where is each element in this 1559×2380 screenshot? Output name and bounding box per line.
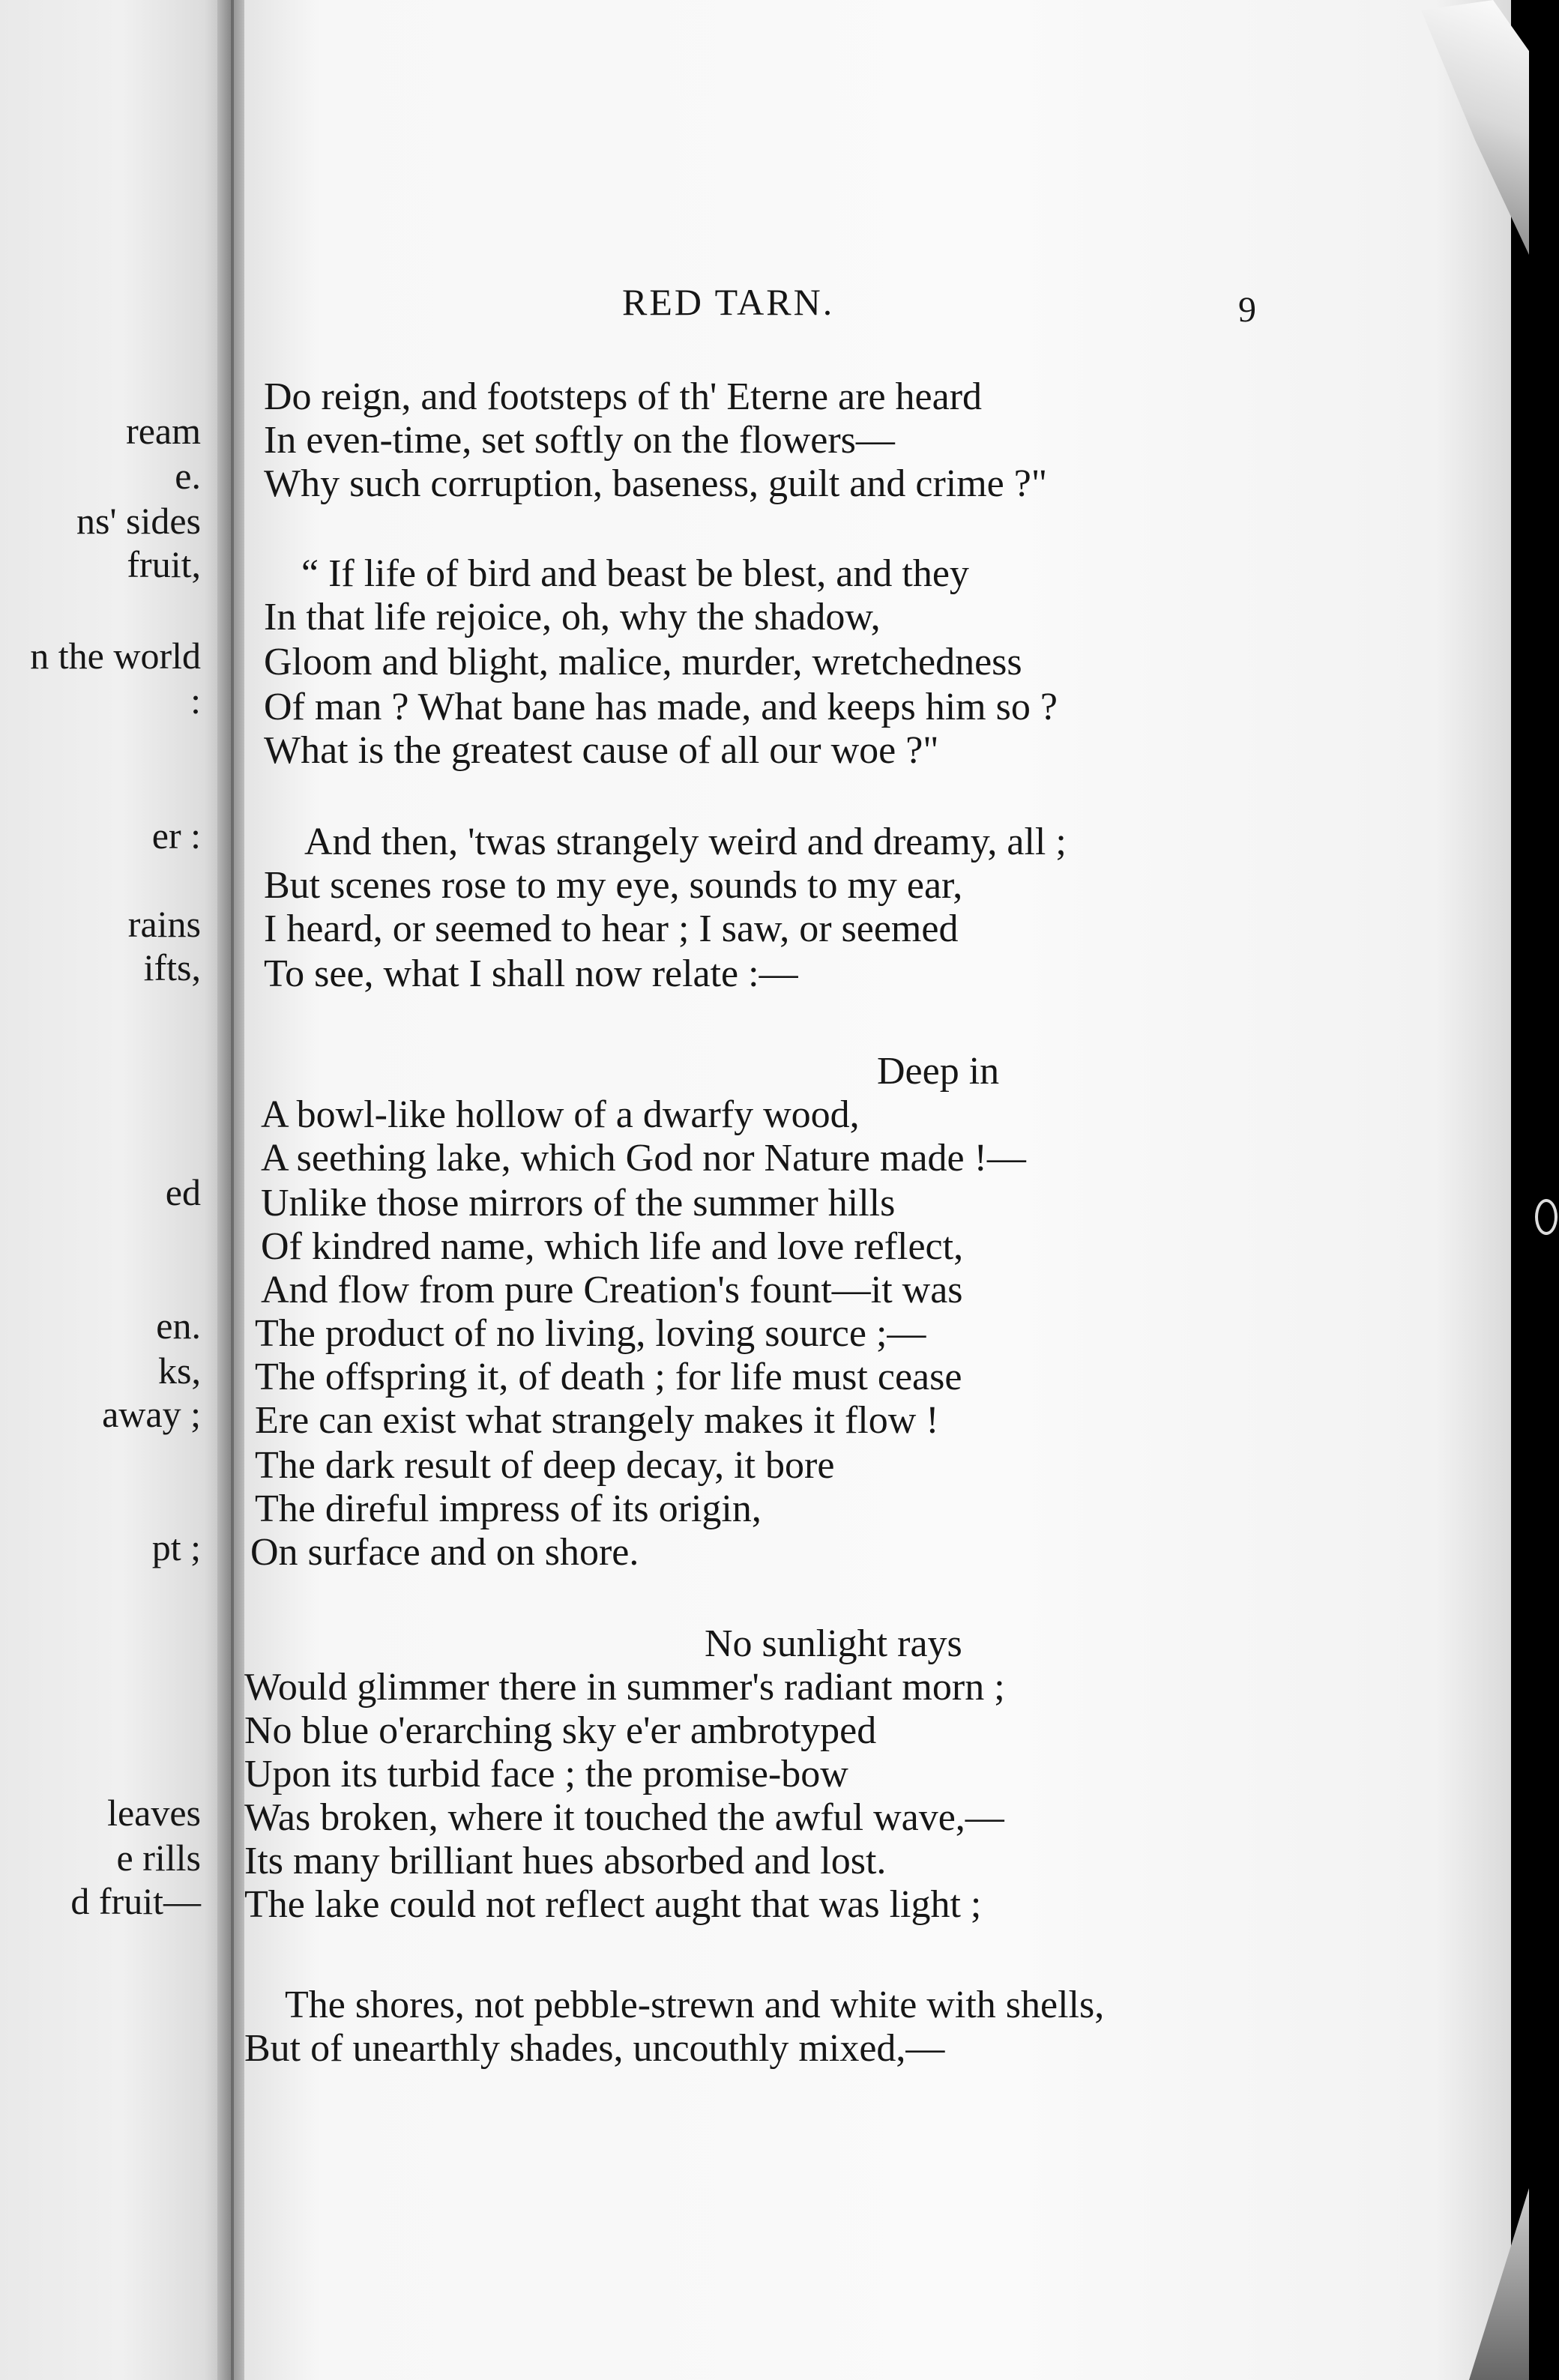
left-fragment: n the world — [30, 635, 201, 677]
left-fragment: er : — [151, 815, 201, 857]
left-fragment: fruit, — [127, 543, 201, 585]
poem-line: The product of no living, loving source ;— — [255, 1312, 926, 1355]
poem-line: Do reign, and footsteps of th' Eterne are heard — [264, 375, 983, 418]
poem-line: Deep in — [877, 1050, 1000, 1093]
poem-line: The lake could not reflect aught that was light ; — [244, 1883, 982, 1926]
left-fragment: e. — [175, 455, 201, 497]
poem-line: A seething lake, which God nor Nature made !— — [261, 1137, 1026, 1180]
left-fragment: d fruit— — [70, 1880, 201, 1922]
poem-line: Its many brilliant hues absorbed and lost. — [244, 1840, 887, 1882]
edge-mark — [1535, 1199, 1558, 1235]
left-fragment: leaves — [107, 1792, 201, 1834]
left-fragment: away ; — [102, 1393, 201, 1435]
left-fragment: ed — [165, 1171, 201, 1213]
poem-line: On surface and on shore. — [250, 1531, 639, 1574]
left-fragment: e rills — [116, 1837, 201, 1879]
poem-line: The dark result of deep decay, it bore — [255, 1444, 835, 1487]
left-fragment: ifts, — [143, 946, 201, 988]
poem-line: And then, 'twas strangely weird and dreamy, all ; — [304, 821, 1067, 863]
poem-line: In even-time, set softly on the flowers— — [264, 419, 895, 462]
left-fragment: ream — [126, 410, 201, 452]
poem-line: Gloom and blight, malice, murder, wretchedness — [264, 641, 1022, 683]
poem-line: But of unearthly shades, uncouthly mixed,— — [244, 2027, 945, 2070]
left-fragment: en. — [156, 1305, 201, 1347]
poem-line: No sunlight rays — [705, 1622, 962, 1665]
poem-line: To see, what I shall now relate :— — [264, 952, 798, 995]
poem-line: I heard, or seemed to hear ; I saw, or seemed — [264, 907, 959, 950]
poem-line: The shores, not pebble-strewn and white with shells, — [285, 1984, 1105, 2026]
gutter-shadow-line — [231, 0, 234, 2380]
poem-line: But scenes rose to my eye, sounds to my ear, — [264, 864, 963, 907]
poem-line: And flow from pure Creation's fount—it was — [261, 1269, 963, 1311]
left-fragment: rains — [127, 903, 201, 945]
left-fragment: ks, — [158, 1350, 201, 1392]
left-fragment: ns' sides — [76, 500, 201, 542]
poem-line: Why such corruption, baseness, guilt and crime ?" — [264, 462, 1048, 505]
page-number: 9 — [1238, 290, 1256, 330]
poem-line: “ If life of bird and beast be blest, and they — [301, 552, 969, 595]
poem-line: The offspring it, of death ; for life must cease — [255, 1356, 962, 1398]
poem-line: Upon its turbid face ; the promise-bow — [244, 1753, 848, 1795]
left-fragment: : — [190, 680, 201, 722]
left-fragment: pt ; — [151, 1526, 201, 1568]
poem-line: No blue o'erarching sky e'er ambrotyped — [244, 1709, 877, 1752]
poem-line: In that life rejoice, oh, why the shadow, — [264, 596, 881, 638]
poem-line: Of man ? What bane has made, and keeps him so ? — [264, 686, 1058, 728]
poem-line: Of kindred name, which life and love reflect, — [261, 1225, 964, 1268]
poem-line: Ere can exist what strangely makes it flow ! — [255, 1399, 939, 1442]
poem-line: Unlike those mirrors of the summer hills — [261, 1182, 896, 1224]
poem-line: Would glimmer there in summer's radiant morn ; — [244, 1666, 1005, 1709]
poem-line: Was broken, where it touched the awful wave,— — [244, 1796, 1004, 1839]
poem-line: A bowl-like hollow of a dwarfy wood, — [261, 1093, 860, 1136]
poem-line: The direful impress of its origin, — [255, 1488, 762, 1530]
running-head: RED TARN. — [622, 281, 835, 323]
poem-line: What is the greatest cause of all our woe ?" — [264, 729, 939, 772]
